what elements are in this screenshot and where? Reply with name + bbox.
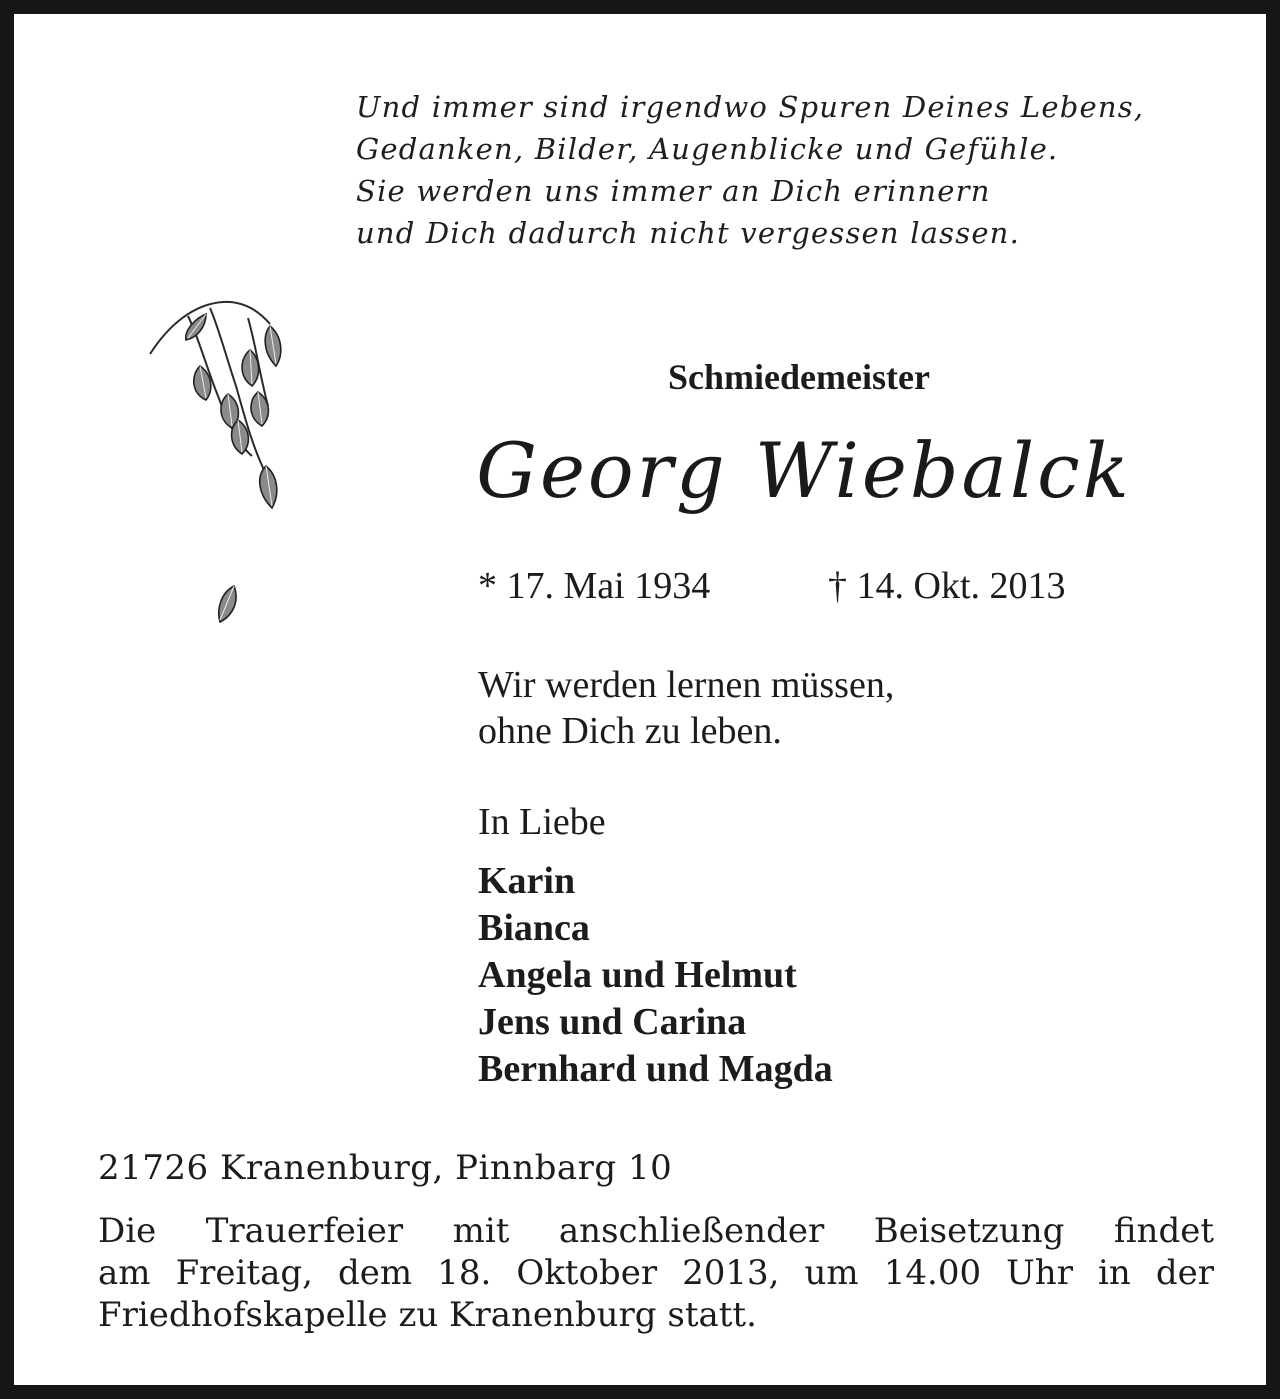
ceremony-line: am Freitag, dem 18. Oktober 2013, um 14.00 Uhr in der: [98, 1253, 1214, 1293]
ceremony-line: Die Trauerfeier mit anschließender Beisetzung findet: [98, 1211, 1214, 1251]
occupation-title: Schmiedemeister: [668, 357, 930, 397]
birch-branch-icon: [148, 296, 310, 636]
mourner-list: [478, 858, 833, 1093]
birth-date: * 17. Mai 1934: [478, 565, 711, 607]
poem-line: und Dich dadurch nicht vergessen lassen.: [356, 216, 1020, 250]
address: 21726 Kranenburg, Pinnbarg 10: [98, 1148, 673, 1188]
death-date: † 14. Okt. 2013: [828, 565, 1066, 607]
poem-line: Gedanken, Bilder, Augenblicke und Gefühle.: [356, 132, 1059, 166]
deceased-name: Georg Wiebalck: [476, 426, 1132, 515]
saying-line: Wir werden lernen müssen,: [478, 664, 895, 706]
mourner-name: Jens und Carina: [478, 1001, 747, 1043]
poem-line: Und immer sind irgendwo Spuren Deines Lebens,: [356, 90, 1145, 124]
ceremony-info: [98, 1210, 1214, 1336]
in-love-intro: In Liebe: [478, 801, 606, 843]
mourner-name: Bianca: [478, 907, 590, 949]
mourner-name: Angela und Helmut: [478, 954, 797, 996]
mourner-name: Karin: [478, 860, 576, 902]
poem-line: Sie werden uns immer an Dich erinnern: [356, 174, 991, 208]
poem: [356, 86, 1256, 254]
mourner-name: Bernhard und Magda: [478, 1048, 833, 1090]
farewell-saying: [478, 662, 894, 754]
ceremony-line: Friedhofskapelle zu Kranenburg statt.: [98, 1295, 757, 1335]
saying-line: ohne Dich zu leben.: [478, 710, 782, 752]
